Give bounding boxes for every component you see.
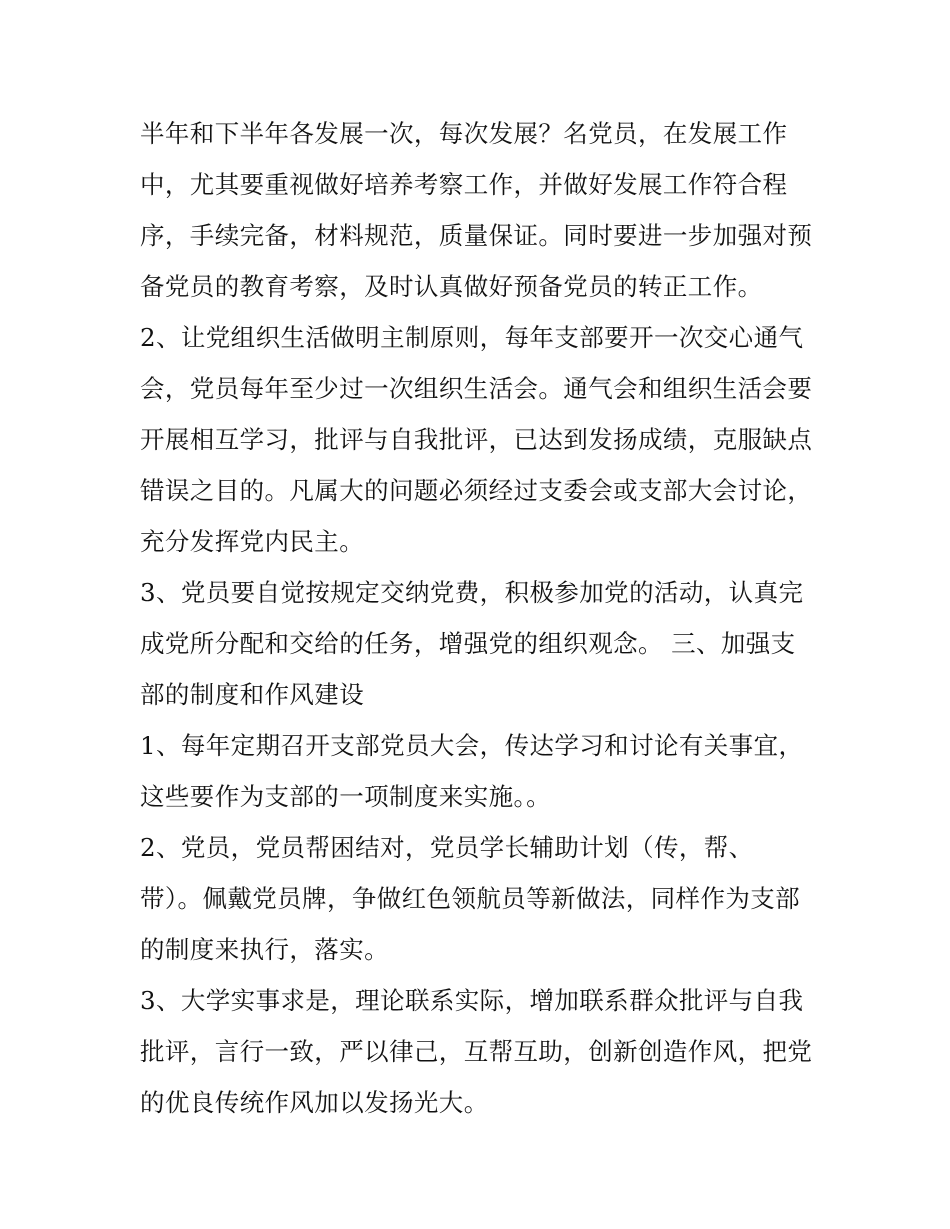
text-line: 3、大学实事求是，理论联系实际，增加联系群众批评与自我 xyxy=(140,986,804,1015)
text-line: 2、让党组织生活做明主制原则，每年支部要开一次交心通气 xyxy=(140,323,804,352)
document-body xyxy=(140,108,820,1128)
text-line: 序，手续完备，材料规范，质量保证。同时要进一步加强对预 xyxy=(140,221,813,250)
text-line: 带）。佩戴党员牌，争做红色领航员等新做法，同样作为支部 xyxy=(140,884,801,913)
text-line: 错误之目的。凡属大的问题必须经过支委会或支部大会讨论， xyxy=(140,476,813,505)
text-line: 备党员的教育考察，及时认真做好预备党员的转正工作。 xyxy=(140,272,763,301)
text-line: 批评，言行一致，严以律己，互帮互助，创新创造作风，把党 xyxy=(140,1037,813,1066)
text-line: 的制度来执行，落实。 xyxy=(140,935,389,964)
text-line: 3、党员要自觉按规定交纳党费，积极参加党的活动，认真完 xyxy=(140,578,804,607)
text-line: 开展相互学习，批评与自我批评，已达到发扬成绩，克服缺点 xyxy=(140,425,813,454)
text-line: 的优良传统作风加以发扬光大。 xyxy=(140,1088,489,1117)
text-line: 成党所分配和交给的任务，增强党的组织观念。 三、加强支 xyxy=(140,629,796,658)
text-line: 中，尤其要重视做好培养考察工作，并做好发展工作符合程 xyxy=(140,170,788,199)
text-line: 部的制度和作风建设 xyxy=(140,680,365,709)
text-line: 这些要作为支部的一项制度来实施。。 xyxy=(140,782,552,811)
text-line: 1、每年定期召开支部党员大会，传达学习和讨论有关事宜， xyxy=(140,731,804,760)
text-line: 充分发挥党内民主。 xyxy=(140,527,365,556)
text-line: 会，党员每年至少过一次组织生活会。通气会和组织生活会要 xyxy=(140,374,813,403)
text-line: 2、党员，党员帮困结对，党员学长辅助计划（传，帮、 xyxy=(140,833,754,862)
text-line: 半年和下半年各发展一次，每次发展？名党员，在发展工作 xyxy=(140,119,788,148)
